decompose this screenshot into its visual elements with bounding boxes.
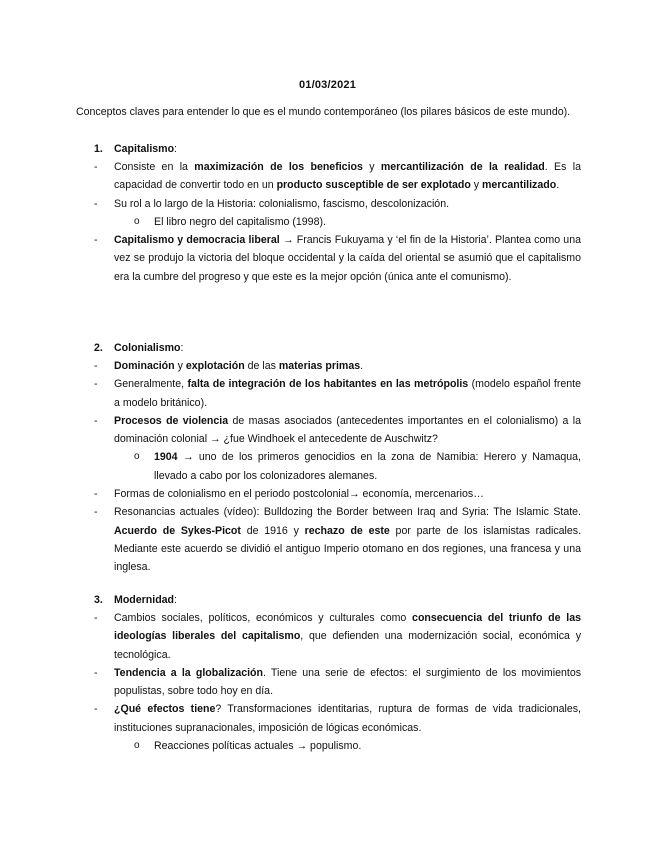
item-text: Formas de colonialismo en el periodo postcolonial	[114, 488, 349, 501]
sub-list-item	[76, 448, 581, 485]
section-number: 3.	[94, 594, 103, 606]
item-text: . Es la capacidad de convertir todo en un	[114, 161, 581, 192]
item-text: .	[360, 360, 364, 372]
list-item	[76, 375, 581, 412]
item-text: .	[556, 179, 560, 192]
item-bold: Procesos de violencia	[114, 414, 229, 427]
dash-bullet: -	[94, 414, 98, 427]
item-bold: ¿Qué efectos tiene	[114, 703, 216, 716]
dash-bullet: -	[94, 488, 98, 501]
item-text: , que defienden una modernización social, económica y tecnológica.	[114, 630, 581, 661]
section-colon: :	[174, 143, 177, 155]
item-text: ¿fue Windhoek el antecedente de Auschwitz?	[220, 433, 438, 446]
item-bold: Dominación	[114, 360, 175, 372]
list-item	[76, 412, 581, 449]
item-text: de 1916 y	[240, 524, 305, 537]
item-bold: consecuencia del triunfo de las ideologías liberales del capitalismo	[114, 612, 581, 643]
dash-bullet: -	[94, 378, 98, 391]
dash-bullet: -	[94, 506, 98, 519]
arrow-icon: →	[348, 488, 360, 501]
item-text: y	[174, 360, 186, 372]
item-bold: maximización de los beneficios	[194, 161, 363, 173]
section-capitalismo	[76, 140, 581, 286]
item-text: uno de los primeros genocidios en la zona de Namibia: Herero y Namaqua, llevado a cabo por los colonizadores alemanes.	[154, 451, 582, 482]
item-text: Resonancias actuales (vídeo): Bulldozing the Border between Iraq and Syria: The Islamic State.	[114, 506, 581, 519]
item-bold: rechazo de este	[304, 524, 390, 537]
item-text: Consiste en la	[114, 161, 195, 173]
arrow-icon: →	[282, 234, 294, 247]
list-item	[76, 195, 581, 213]
item-text: y	[470, 179, 483, 192]
section-heading	[76, 591, 581, 609]
dash-bullet: -	[94, 161, 98, 173]
item-text: . Tiene una serie de efectos: el surgimiento de los movimientos populistas, sobre todo hoy en día.	[114, 666, 582, 698]
list-item	[76, 357, 581, 375]
intro-paragraph: Conceptos claves para entender lo que es el mundo contemporáneo (los pilares básicos de este mundo).	[76, 106, 571, 118]
section-heading	[76, 140, 581, 158]
list-item	[76, 158, 581, 195]
dash-bullet: -	[94, 666, 98, 679]
item-bold: producto susceptible de ser explotado	[276, 179, 471, 192]
item-bold: mercantilizado	[482, 179, 557, 192]
list-item	[76, 700, 581, 737]
list-item	[76, 231, 581, 286]
dash-bullet: -	[94, 360, 98, 372]
section-number: 1.	[94, 143, 103, 155]
item-text: Su rol a lo largo de la Historia: colonialismo, fascismo, descolonización.	[114, 197, 450, 210]
circle-bullet-icon: o	[134, 215, 140, 227]
item-text: populismo.	[307, 740, 362, 753]
item-text: ? Transformaciones identitarias, ruptura de formas de vida tradicionales, instituciones supranacionales, imposición de lógicas económicas.	[114, 703, 581, 734]
list-item	[76, 609, 581, 664]
item-bold: explotación	[185, 360, 245, 372]
list-item	[76, 664, 581, 701]
item-bold: Capitalismo y democracia liberal	[114, 234, 280, 247]
item-text: Cambios sociales, políticos, económicos y culturales como	[114, 612, 413, 624]
sub-list-item	[76, 737, 581, 755]
item-text: economía, mercenarios…	[359, 488, 484, 501]
item-text: por parte de los islamistas radicales. Mediante este acuerdo se dividió el antiguo Imperio otomano en dos regiones, una francesa y una inglesa.	[114, 524, 582, 574]
section-title: Modernidad	[114, 594, 175, 606]
list-item	[76, 485, 581, 503]
section-colon: :	[174, 594, 177, 606]
section-colonialismo	[76, 339, 581, 577]
dash-bullet: -	[94, 197, 98, 210]
dash-bullet: -	[94, 612, 98, 624]
document-date: 01/03/2021	[298, 79, 357, 91]
sub-list-item	[76, 213, 581, 231]
arrow-icon: →	[182, 451, 194, 464]
circle-bullet-icon: o	[134, 451, 140, 463]
section-title: Colonialismo	[114, 342, 181, 354]
list-item	[76, 503, 581, 576]
section-modernidad	[76, 591, 581, 755]
item-text: y	[362, 161, 381, 173]
section-number: 2.	[94, 342, 103, 354]
section-title: Capitalismo	[114, 143, 175, 155]
item-bold: Acuerdo de Sykes-Picot	[114, 524, 241, 537]
arrow-icon: →	[296, 740, 308, 753]
dash-bullet: -	[94, 234, 98, 247]
item-text: de las	[244, 360, 279, 372]
item-bold: 1904	[154, 451, 178, 464]
section-colon: :	[180, 342, 184, 354]
item-text: (modelo español frente a modelo británico).	[114, 378, 581, 409]
section-heading	[76, 339, 581, 357]
item-text: Reacciones políticas actuales	[154, 740, 297, 753]
item-text: Generalmente,	[114, 378, 188, 391]
item-bold: materias primas	[278, 360, 361, 372]
item-bold: falta de integración de los habitantes en las metrópolis	[187, 378, 469, 391]
item-bold: mercantilización de la realidad	[380, 161, 545, 173]
arrow-icon: →	[210, 433, 221, 446]
dash-bullet: -	[94, 703, 98, 716]
item-text: Francis Fukuyama y ‘el fin de la Historia’. Plantea como una vez se produjo la victoria del bloque occidental y la caída del oriental se asumió que el capitalismo era la cumbre del progreso y que este es la mejor opción (única ante el comunismo).	[114, 234, 581, 283]
circle-bullet-icon: o	[134, 740, 140, 752]
item-bold: Tendencia a la globalización	[114, 666, 263, 679]
item-text: de masas asociados (antecedentes importantes en el colonialismo) a la dominación colonial	[114, 414, 581, 446]
item-text: El libro negro del capitalismo (1998).	[154, 215, 326, 228]
